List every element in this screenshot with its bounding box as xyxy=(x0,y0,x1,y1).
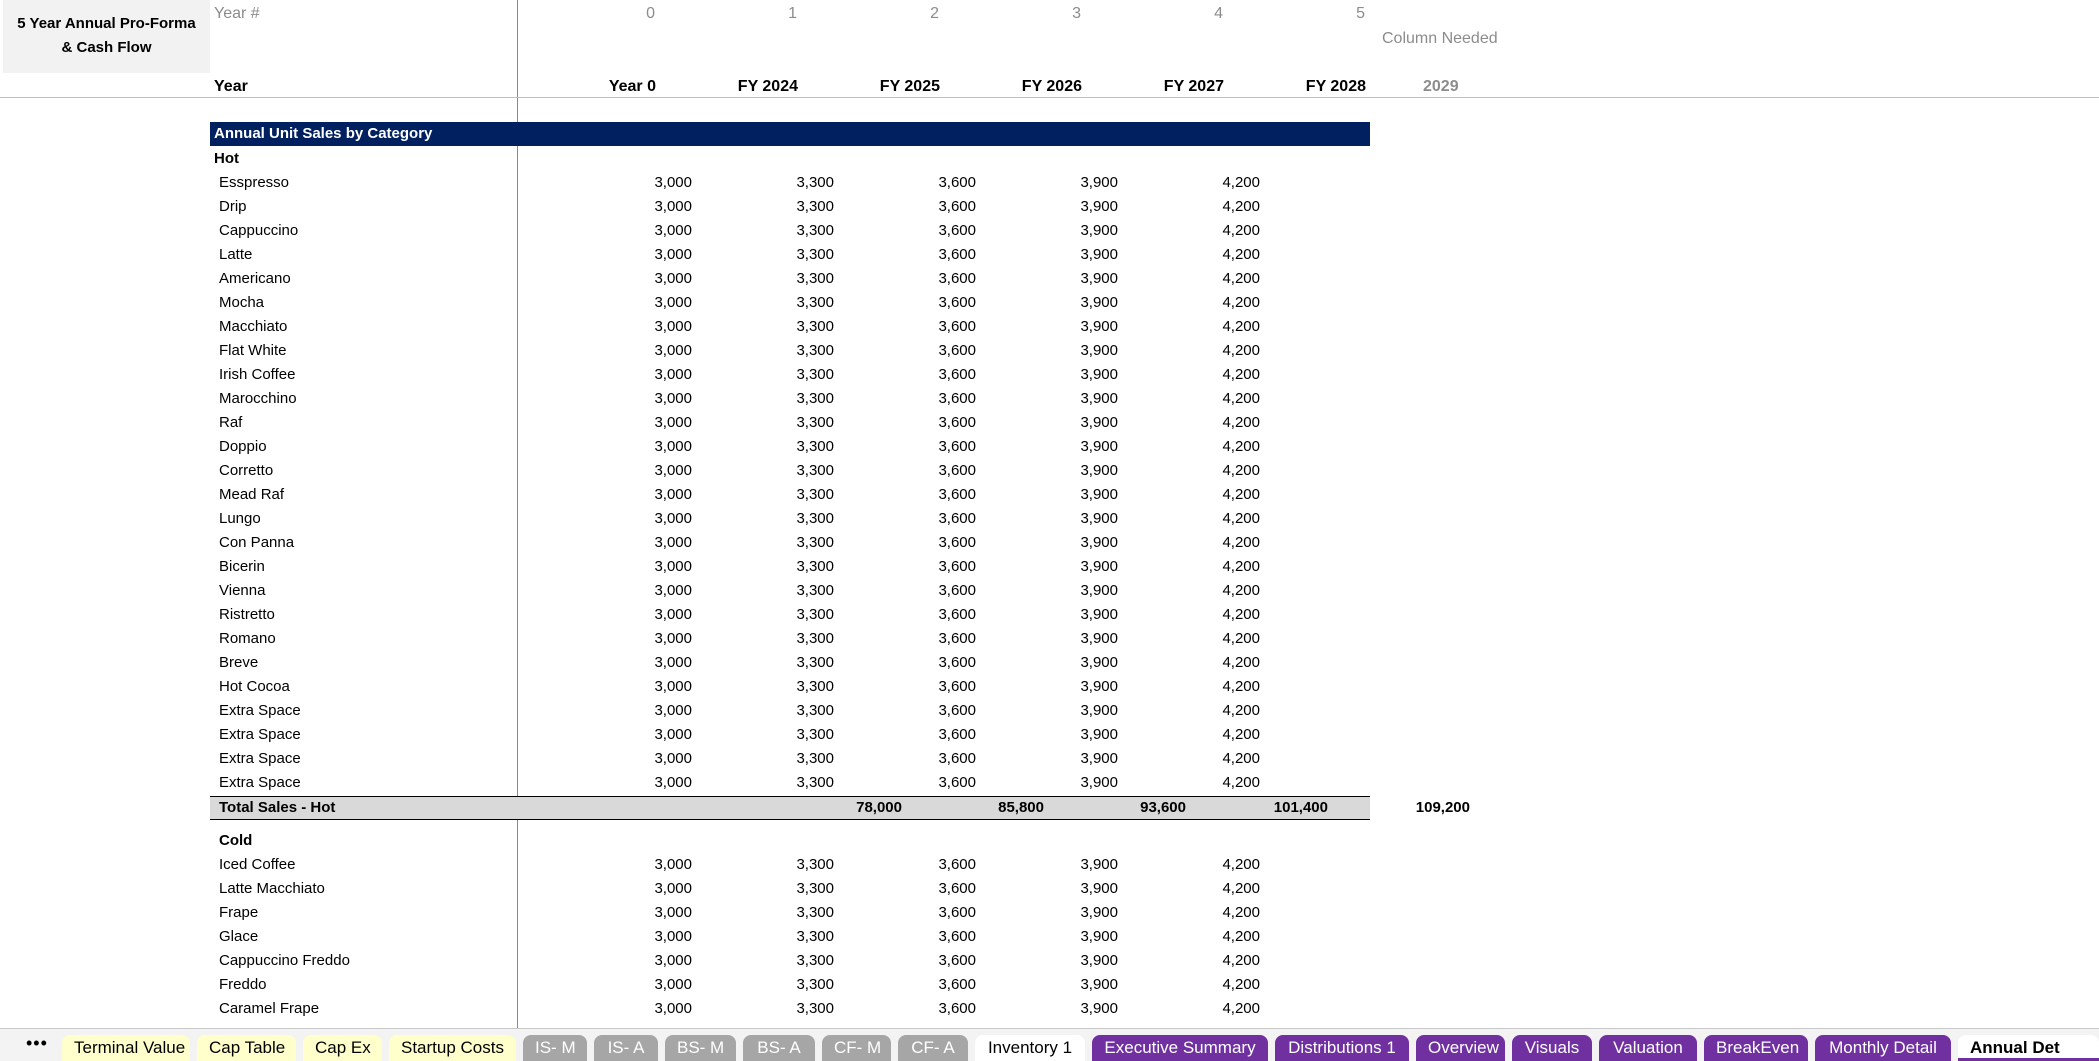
row-value: 3,900 xyxy=(1080,318,1118,335)
table-row xyxy=(0,267,2099,291)
row-value: 4,200 xyxy=(1222,414,1260,431)
row-value: 3,900 xyxy=(1080,486,1118,503)
row-value: 3,000 xyxy=(654,654,692,671)
table-row xyxy=(0,483,2099,507)
row-value: 3,600 xyxy=(938,678,976,695)
row-value: 3,900 xyxy=(1080,726,1118,743)
row-value: 3,900 xyxy=(1080,222,1118,239)
sheet-tab[interactable]: Monthly Detail xyxy=(1815,1035,1951,1061)
row-value: 3,300 xyxy=(796,486,834,503)
row-value: 3,300 xyxy=(796,366,834,383)
hot-label: Hot xyxy=(214,150,239,167)
row-label: Freddo xyxy=(219,976,267,993)
row-value: 3,600 xyxy=(938,606,976,623)
row-value: 3,900 xyxy=(1080,438,1118,455)
year-num-1: 1 xyxy=(788,5,797,22)
sheet-tab[interactable]: IS- M xyxy=(523,1035,587,1061)
year-num-label: Year # xyxy=(214,5,260,22)
row-value: 3,300 xyxy=(796,582,834,599)
row-label: Irish Coffee xyxy=(219,366,296,383)
hot-category-row xyxy=(0,147,2099,171)
row-value: 4,200 xyxy=(1222,294,1260,311)
row-value: 3,600 xyxy=(938,294,976,311)
row-label: Doppio xyxy=(219,438,267,455)
row-label: Mead Raf xyxy=(219,486,285,503)
row-value: 3,300 xyxy=(796,438,834,455)
row-value: 3,300 xyxy=(796,318,834,335)
fy-label-2: FY 2025 xyxy=(879,78,940,95)
table-row xyxy=(0,339,2099,363)
row-label: Latte xyxy=(219,246,253,263)
row-value: 4,200 xyxy=(1222,366,1260,383)
row-value: 3,600 xyxy=(938,582,976,599)
row-value: 3,000 xyxy=(654,174,692,191)
row-value: 3,300 xyxy=(796,726,834,743)
row-value: 3,300 xyxy=(796,774,834,791)
row-value: 4,200 xyxy=(1222,750,1260,767)
row-label: Corretto xyxy=(219,462,274,479)
row-value: 3,900 xyxy=(1080,630,1118,647)
row-value: 3,300 xyxy=(796,558,834,575)
row-value: 3,600 xyxy=(938,702,976,719)
sheet-tab[interactable]: Valuation xyxy=(1599,1035,1697,1061)
year-num-2: 2 xyxy=(930,5,939,22)
row-value: 3,000 xyxy=(654,414,692,431)
sheet-title-line2: & Cash Flow xyxy=(61,39,152,56)
row-value: 3,600 xyxy=(938,414,976,431)
row-value: 3,900 xyxy=(1080,678,1118,695)
row-label: Frape xyxy=(219,904,259,921)
fiscal-year-row xyxy=(0,75,2099,99)
row-value: 3,900 xyxy=(1080,856,1118,873)
row-value: 3,000 xyxy=(654,438,692,455)
row-label: Romano xyxy=(219,630,276,647)
row-value: 3,300 xyxy=(796,198,834,215)
row-label: Breve xyxy=(219,654,259,671)
fy-label-5: FY 2028 xyxy=(1305,78,1366,95)
row-value: 4,200 xyxy=(1222,880,1260,897)
year-label: Year xyxy=(214,78,248,95)
row-value: 3,900 xyxy=(1080,342,1118,359)
table-row xyxy=(0,291,2099,315)
row-value: 3,900 xyxy=(1080,928,1118,945)
row-value: 3,300 xyxy=(796,270,834,287)
row-value: 4,200 xyxy=(1222,222,1260,239)
table-row xyxy=(0,387,2099,411)
sheet-tab[interactable]: BS- A xyxy=(743,1035,815,1061)
row-value: 4,200 xyxy=(1222,1000,1260,1017)
table-row xyxy=(0,997,2099,1021)
table-row xyxy=(0,315,2099,339)
row-value: 4,200 xyxy=(1222,856,1260,873)
row-label: Raf xyxy=(219,414,243,431)
row-value: 3,900 xyxy=(1080,270,1118,287)
row-value: 3,300 xyxy=(796,654,834,671)
year-num-3: 3 xyxy=(1072,5,1081,22)
hot-total-row xyxy=(210,796,1470,820)
row-value: 4,200 xyxy=(1222,976,1260,993)
row-value: 4,200 xyxy=(1222,486,1260,503)
row-value: 3,900 xyxy=(1080,510,1118,527)
row-value: 3,000 xyxy=(654,486,692,503)
row-value: 4,200 xyxy=(1222,318,1260,335)
row-value: 3,600 xyxy=(938,630,976,647)
row-label: Marocchino xyxy=(219,390,297,407)
row-value: 3,600 xyxy=(938,654,976,671)
fy-label-3: FY 2026 xyxy=(1021,78,1082,95)
row-value: 4,200 xyxy=(1222,534,1260,551)
row-label: Iced Coffee xyxy=(219,856,296,873)
row-value: 3,300 xyxy=(796,390,834,407)
table-row xyxy=(0,723,2099,747)
row-value: 4,200 xyxy=(1222,654,1260,671)
hot-total-fy2028: 109,200 xyxy=(1415,799,1470,816)
row-label: Macchiato xyxy=(219,318,288,335)
row-value: 3,000 xyxy=(654,342,692,359)
row-value: 4,200 xyxy=(1222,198,1260,215)
row-value: 4,200 xyxy=(1222,390,1260,407)
more-sheets-icon[interactable]: ••• xyxy=(26,1033,48,1053)
table-row xyxy=(0,949,2099,973)
fy-label-0: Year 0 xyxy=(608,78,656,95)
row-value: 3,600 xyxy=(938,438,976,455)
row-value: 3,300 xyxy=(796,294,834,311)
row-value: 3,300 xyxy=(796,976,834,993)
sheet-tab[interactable]: Overview xyxy=(1416,1035,1505,1061)
row-value: 4,200 xyxy=(1222,462,1260,479)
table-row xyxy=(0,901,2099,925)
year-num-4: 4 xyxy=(1214,5,1223,22)
table-row xyxy=(0,411,2099,435)
sheet-tab[interactable]: Distributions 1 xyxy=(1275,1035,1409,1061)
row-value: 3,600 xyxy=(938,510,976,527)
row-value: 4,200 xyxy=(1222,174,1260,191)
row-value: 3,000 xyxy=(654,702,692,719)
sheet-tab[interactable]: Visuals xyxy=(1512,1035,1592,1061)
sheet-tab[interactable]: Inventory 1 xyxy=(975,1035,1085,1061)
row-value: 4,200 xyxy=(1222,774,1260,791)
table-row xyxy=(0,675,2099,699)
hot-total-fy2027: 101,400 xyxy=(1273,799,1328,816)
row-value: 3,900 xyxy=(1080,390,1118,407)
row-value: 4,200 xyxy=(1222,630,1260,647)
row-label: Con Panna xyxy=(219,534,295,551)
row-value: 3,000 xyxy=(654,606,692,623)
row-value: 3,300 xyxy=(796,880,834,897)
row-value: 3,300 xyxy=(796,678,834,695)
row-label: Extra Space xyxy=(219,702,301,719)
row-value: 4,200 xyxy=(1222,678,1260,695)
row-value: 3,600 xyxy=(938,774,976,791)
row-value: 3,300 xyxy=(796,856,834,873)
table-row xyxy=(0,747,2099,771)
row-label: Bicerin xyxy=(219,558,265,575)
row-value: 3,600 xyxy=(938,342,976,359)
table-row xyxy=(0,651,2099,675)
row-value: 3,900 xyxy=(1080,750,1118,767)
row-value: 3,900 xyxy=(1080,904,1118,921)
hot-total-fy2026: 93,600 xyxy=(1140,799,1186,816)
row-value: 3,600 xyxy=(938,222,976,239)
row-label: Cappuccino Freddo xyxy=(219,952,350,969)
row-label: Cappuccino xyxy=(219,222,299,239)
row-value: 4,200 xyxy=(1222,342,1260,359)
row-value: 3,000 xyxy=(654,270,692,287)
row-value: 3,000 xyxy=(654,726,692,743)
section-title: Annual Unit Sales by Category xyxy=(214,125,433,142)
row-label: Glace xyxy=(219,928,259,945)
sheet-tab[interactable]: IS- A xyxy=(594,1035,658,1061)
row-value: 3,000 xyxy=(654,630,692,647)
row-value: 3,600 xyxy=(938,534,976,551)
table-row xyxy=(0,699,2099,723)
row-value: 3,300 xyxy=(796,1000,834,1017)
table-row xyxy=(0,507,2099,531)
sheet-tab[interactable]: Startup Costs xyxy=(389,1035,516,1061)
sheet-tab[interactable]: CF- M xyxy=(822,1035,891,1061)
sheet-tab[interactable]: Terminal Value xyxy=(62,1035,190,1061)
row-value: 3,900 xyxy=(1080,414,1118,431)
row-value: 3,600 xyxy=(938,390,976,407)
row-value: 3,900 xyxy=(1080,294,1118,311)
row-value: 3,900 xyxy=(1080,462,1118,479)
extra-year: 2029 xyxy=(1423,78,1459,95)
row-value: 3,000 xyxy=(654,904,692,921)
row-value: 4,200 xyxy=(1222,606,1260,623)
row-value: 3,300 xyxy=(796,606,834,623)
row-value: 3,600 xyxy=(938,246,976,263)
row-value: 3,000 xyxy=(654,510,692,527)
hot-total-fy2025: 85,800 xyxy=(998,799,1044,816)
row-label: Latte Macchiato xyxy=(219,880,325,897)
row-value: 3,600 xyxy=(938,366,976,383)
row-label: Extra Space xyxy=(219,726,301,743)
row-value: 3,600 xyxy=(938,928,976,945)
row-value: 3,600 xyxy=(938,462,976,479)
row-label: Vienna xyxy=(219,582,266,599)
row-label: Flat White xyxy=(219,342,287,359)
table-row xyxy=(0,603,2099,627)
row-label: Lungo xyxy=(219,510,261,527)
row-value: 3,000 xyxy=(654,1000,692,1017)
table-row xyxy=(0,973,2099,997)
row-value: 4,200 xyxy=(1222,726,1260,743)
row-value: 3,000 xyxy=(654,366,692,383)
row-value: 3,000 xyxy=(654,294,692,311)
row-value: 3,600 xyxy=(938,174,976,191)
row-value: 3,600 xyxy=(938,856,976,873)
row-value: 4,200 xyxy=(1222,928,1260,945)
row-value: 3,000 xyxy=(654,880,692,897)
row-value: 3,600 xyxy=(938,318,976,335)
row-value: 3,300 xyxy=(796,462,834,479)
row-value: 3,900 xyxy=(1080,606,1118,623)
row-value: 3,900 xyxy=(1080,952,1118,969)
row-value: 3,300 xyxy=(796,750,834,767)
row-value: 4,200 xyxy=(1222,582,1260,599)
row-value: 3,000 xyxy=(654,534,692,551)
row-label: Extra Space xyxy=(219,750,301,767)
row-value: 4,200 xyxy=(1222,246,1260,263)
row-value: 3,600 xyxy=(938,952,976,969)
row-value: 3,900 xyxy=(1080,880,1118,897)
year-num-0: 0 xyxy=(646,5,655,22)
table-row xyxy=(0,877,2099,901)
sheet-tab[interactable]: Cap Table xyxy=(197,1035,296,1061)
row-value: 3,300 xyxy=(796,904,834,921)
row-value: 3,900 xyxy=(1080,558,1118,575)
cold-category-row xyxy=(0,829,2099,853)
sheet-tab[interactable]: Executive Summary xyxy=(1092,1035,1268,1061)
row-value: 3,600 xyxy=(938,486,976,503)
fy-label-1: FY 2024 xyxy=(737,78,798,95)
row-value: 3,600 xyxy=(938,1000,976,1017)
row-value: 4,200 xyxy=(1222,904,1260,921)
row-value: 3,000 xyxy=(654,976,692,993)
row-value: 3,600 xyxy=(938,558,976,575)
row-value: 3,000 xyxy=(654,678,692,695)
row-value: 4,200 xyxy=(1222,270,1260,287)
row-value: 4,200 xyxy=(1222,510,1260,527)
row-value: 3,000 xyxy=(654,558,692,575)
row-value: 3,300 xyxy=(796,222,834,239)
row-value: 3,300 xyxy=(796,952,834,969)
sheet-tab[interactable]: Cap Ex xyxy=(303,1035,382,1061)
row-value: 3,300 xyxy=(796,510,834,527)
row-value: 3,000 xyxy=(654,582,692,599)
table-row xyxy=(0,171,2099,195)
table-row xyxy=(0,219,2099,243)
column-needed-row xyxy=(0,27,2099,51)
row-label: Ristretto xyxy=(219,606,275,623)
row-value: 3,900 xyxy=(1080,976,1118,993)
table-row xyxy=(0,771,2099,795)
row-value: 3,000 xyxy=(654,246,692,263)
section-header xyxy=(210,122,1370,146)
column-needed-note: Column Needed xyxy=(1382,30,1498,47)
row-value: 3,000 xyxy=(654,774,692,791)
hot-total-fy2024: 78,000 xyxy=(856,799,902,816)
sheet-tab[interactable]: Annual Det xyxy=(1958,1035,2099,1061)
table-row xyxy=(0,459,2099,483)
row-value: 3,900 xyxy=(1080,774,1118,791)
row-value: 3,300 xyxy=(796,534,834,551)
row-value: 3,600 xyxy=(938,270,976,287)
row-value: 3,900 xyxy=(1080,198,1118,215)
row-label: Americano xyxy=(219,270,291,287)
row-value: 3,900 xyxy=(1080,1000,1118,1017)
fy-label-4: FY 2027 xyxy=(1163,78,1224,95)
sheet-tab[interactable]: CF- A xyxy=(898,1035,968,1061)
row-value: 3,000 xyxy=(654,928,692,945)
row-value: 3,600 xyxy=(938,726,976,743)
row-value: 3,300 xyxy=(796,342,834,359)
table-row xyxy=(0,853,2099,877)
row-value: 3,600 xyxy=(938,750,976,767)
cold-label: Cold xyxy=(219,832,253,849)
row-label: Hot Cocoa xyxy=(219,678,290,695)
row-value: 3,600 xyxy=(938,904,976,921)
row-value: 3,900 xyxy=(1080,534,1118,551)
row-value: 4,200 xyxy=(1222,558,1260,575)
row-value: 3,900 xyxy=(1080,654,1118,671)
row-value: 3,900 xyxy=(1080,246,1118,263)
row-label: Caramel Frape xyxy=(219,1000,320,1017)
year-num-5: 5 xyxy=(1356,5,1365,22)
row-value: 4,200 xyxy=(1222,952,1260,969)
row-value: 4,200 xyxy=(1222,702,1260,719)
table-row xyxy=(0,435,2099,459)
sheet-tab[interactable]: BS- M xyxy=(665,1035,736,1061)
table-row xyxy=(0,363,2099,387)
row-value: 3,900 xyxy=(1080,174,1118,191)
row-label: Drip xyxy=(219,198,247,215)
table-row xyxy=(0,243,2099,267)
row-value: 3,300 xyxy=(796,702,834,719)
row-value: 3,600 xyxy=(938,198,976,215)
row-value: 3,000 xyxy=(654,222,692,239)
hot-total-label: Total Sales - Hot xyxy=(219,799,336,816)
row-value: 4,200 xyxy=(1222,438,1260,455)
row-value: 3,300 xyxy=(796,246,834,263)
row-value: 3,000 xyxy=(654,198,692,215)
row-label: Esspresso xyxy=(219,174,290,191)
row-value: 3,000 xyxy=(654,856,692,873)
row-value: 3,600 xyxy=(938,880,976,897)
row-label: Extra Space xyxy=(219,774,301,791)
table-row xyxy=(0,925,2099,949)
table-row xyxy=(0,555,2099,579)
table-row xyxy=(0,531,2099,555)
sheet-tab[interactable]: BreakEven xyxy=(1704,1035,1808,1061)
row-value: 3,300 xyxy=(796,928,834,945)
sheet-tab-bar xyxy=(0,1028,2099,1061)
row-value: 3,300 xyxy=(796,630,834,647)
sheet-title-line1: 5 Year Annual Pro-Forma xyxy=(17,15,196,32)
row-value: 3,900 xyxy=(1080,582,1118,599)
row-value: 3,900 xyxy=(1080,702,1118,719)
row-value: 3,000 xyxy=(654,318,692,335)
year-number-row xyxy=(0,2,2099,26)
row-value: 3,000 xyxy=(654,462,692,479)
table-row xyxy=(0,579,2099,603)
row-value: 3,000 xyxy=(654,952,692,969)
table-row xyxy=(0,195,2099,219)
row-value: 3,900 xyxy=(1080,366,1118,383)
table-row xyxy=(0,627,2099,651)
row-value: 3,000 xyxy=(654,390,692,407)
row-value: 3,000 xyxy=(654,750,692,767)
row-value: 3,300 xyxy=(796,414,834,431)
row-label: Mocha xyxy=(219,294,265,311)
row-value: 3,600 xyxy=(938,976,976,993)
row-value: 3,300 xyxy=(796,174,834,191)
